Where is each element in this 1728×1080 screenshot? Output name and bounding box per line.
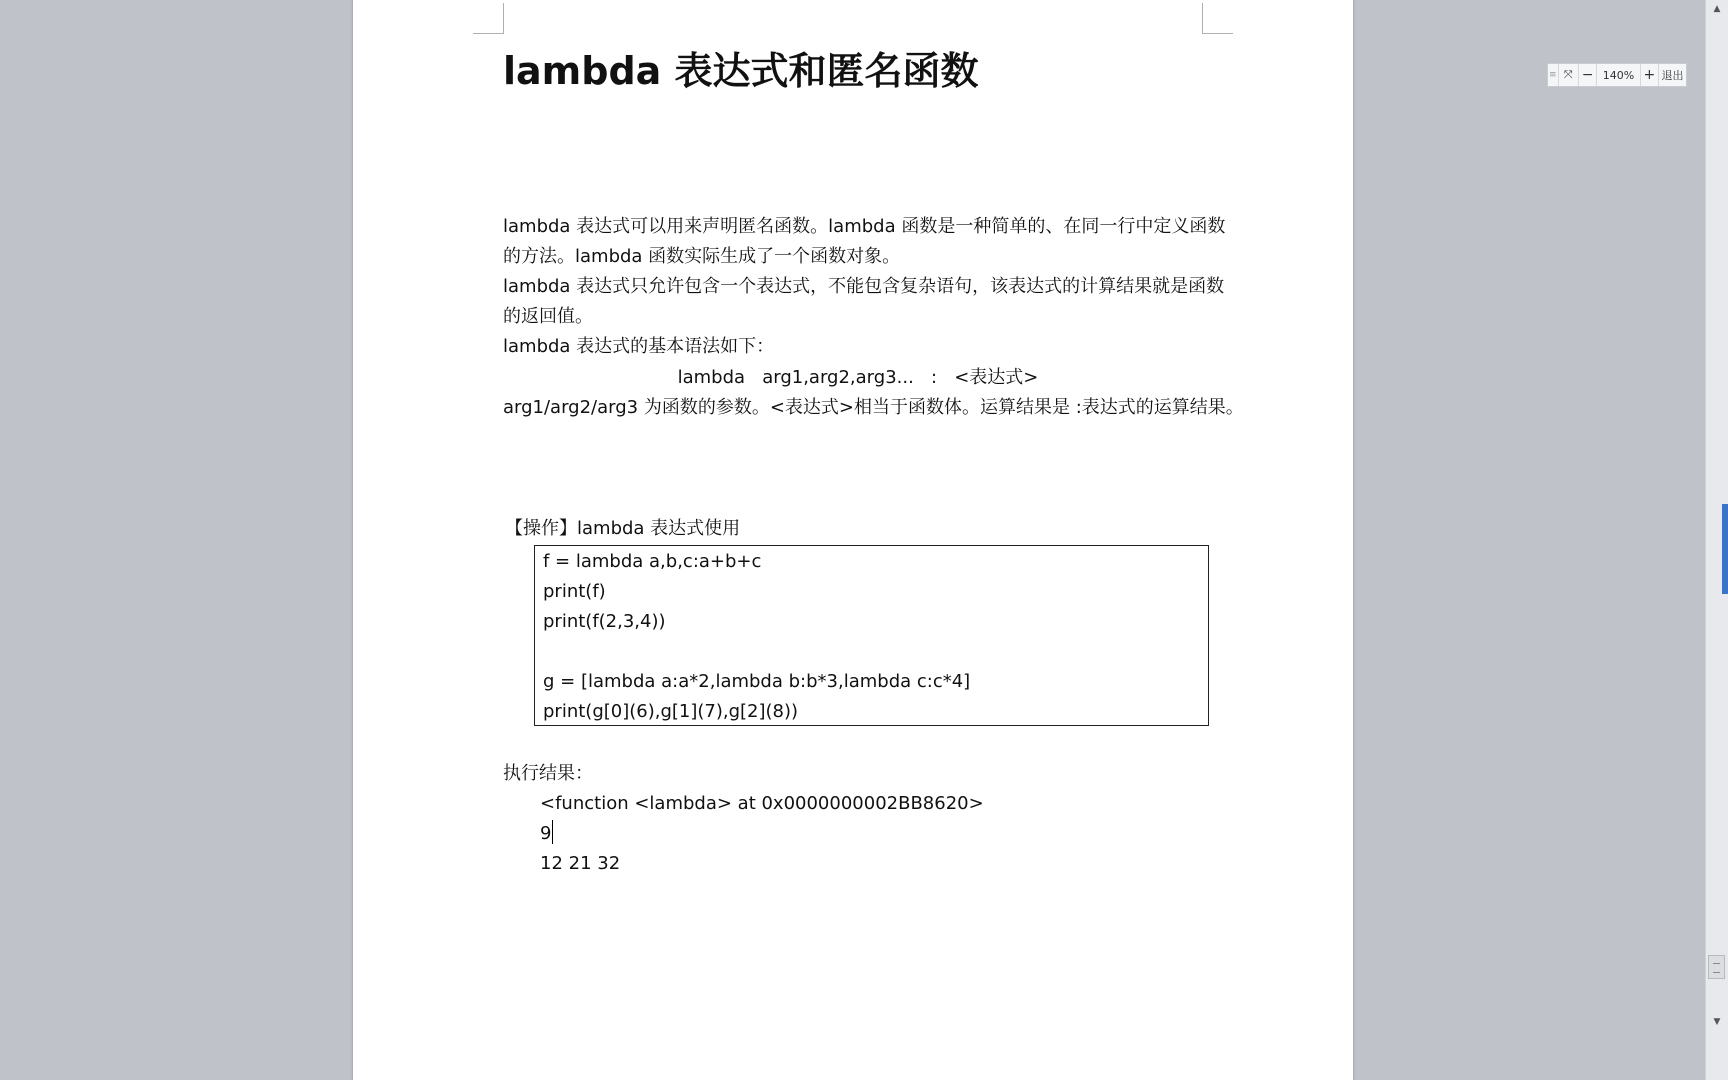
operation-heading: 【操作】lambda 表达式使用 [505, 518, 741, 539]
crop-mark-top-right [1202, 3, 1233, 34]
crop-mark-top-left [473, 3, 504, 34]
zoom-control [1547, 63, 1687, 87]
output-line-with-caret[interactable] [540, 819, 553, 849]
scroll-up-icon[interactable]: ▲ [1713, 4, 1721, 14]
paragraph-line-5: lambda 表达式的基本语法如下： [503, 336, 775, 357]
code-line: g = [lambda a:a*2,lambda b:b*3,lambda c:c*4] [543, 671, 971, 692]
code-block [534, 545, 1209, 726]
code-line: print(f(2,3,4)) [543, 611, 666, 632]
page-title: lambda 表达式和匿名函数 [503, 49, 979, 93]
document-page[interactable] [353, 0, 1353, 1080]
zoom-in-button[interactable]: + [1641, 64, 1659, 86]
drag-handle-icon[interactable]: ≡ [1548, 64, 1559, 86]
scroll-down-icon[interactable]: ▼ [1713, 1017, 1721, 1027]
paragraph-line-1: lambda 表达式可以用来声明匿名函数。lambda 函数是一种简单的、在同一行中定义函数 [503, 216, 1226, 237]
code-line: print(f) [543, 581, 606, 602]
fit-page-icon[interactable]: ⤧ [1559, 64, 1579, 86]
syntax-line: lambda arg1,arg2,arg3... : <表达式> [677, 367, 1039, 388]
param-description: arg1/arg2/arg3 为函数的参数。<表达式>相当于函数体。运算结果是 :表达式的运算结果。 [503, 397, 1244, 418]
code-line: print(g[0](6),g[1](7),g[2](8)) [543, 701, 799, 722]
exit-button[interactable]: 退出 [1661, 69, 1684, 82]
paragraph-line-4: 的返回值。 [503, 306, 593, 327]
zoom-level[interactable]: 140% [1597, 64, 1640, 86]
output-line: <function <lambda> at 0x0000000002BB8620> [540, 793, 984, 814]
scrollbar-thumb[interactable] [1708, 955, 1725, 979]
output-line: 12 21 32 [540, 853, 621, 874]
zoom-out-button[interactable]: − [1579, 64, 1597, 86]
text-cursor [552, 820, 553, 844]
side-panel-tab[interactable] [1722, 504, 1728, 594]
code-line: f = lambda a,b,c:a+b+c [543, 551, 762, 572]
paragraph-line-3: lambda 表达式只允许包含一个表达式，不能包含复杂语句，该表达式的计算结果就是函数 [503, 276, 1225, 297]
result-label: 执行结果： [503, 763, 593, 784]
output-line: 9 [540, 823, 552, 844]
paragraph-line-2: 的方法。lambda 函数实际生成了一个函数对象。 [503, 246, 901, 267]
